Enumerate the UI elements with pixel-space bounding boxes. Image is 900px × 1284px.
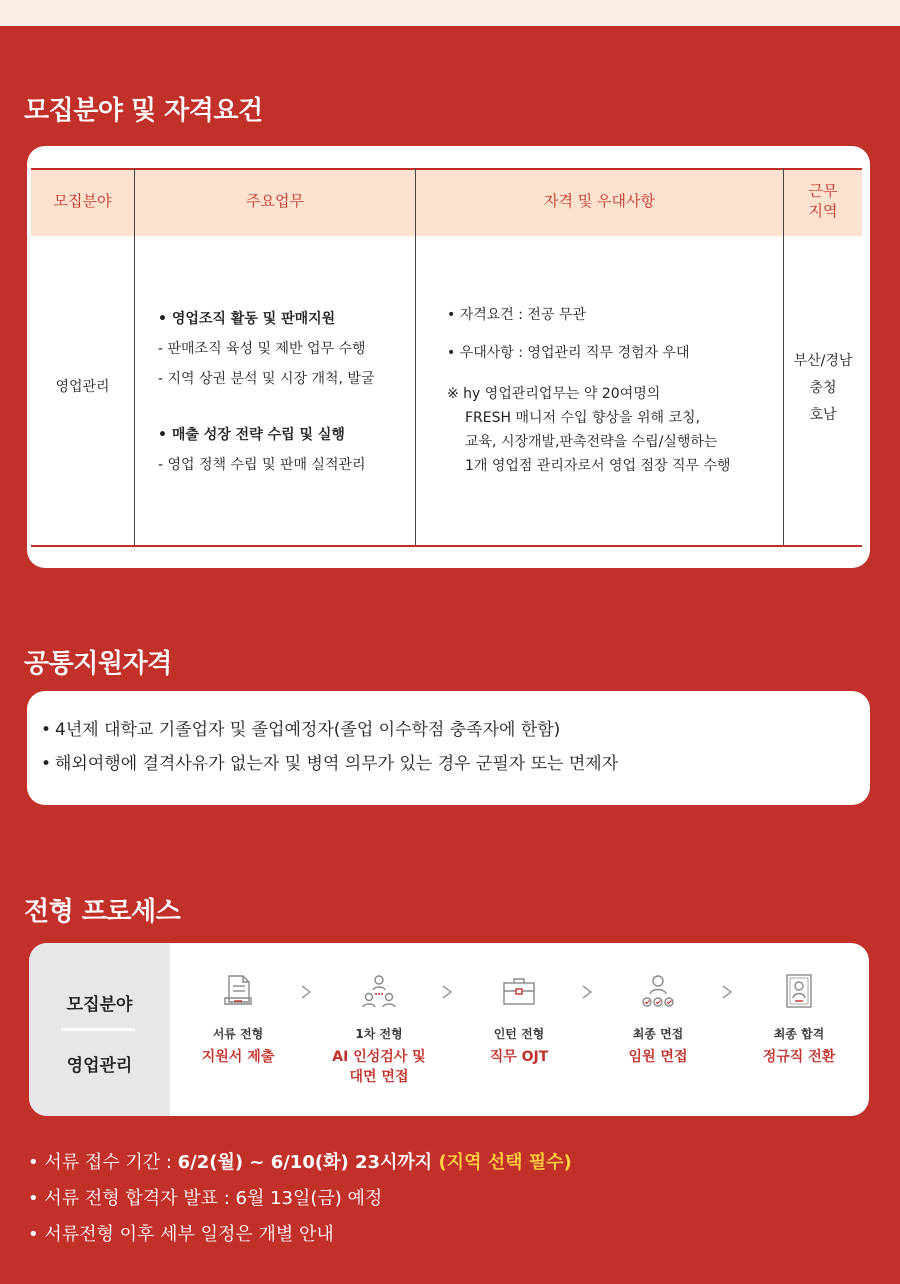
chevron-right-icon	[721, 985, 733, 999]
qualification-preferred: • 우대사항 : 영업관리 직무 경험자 우대	[447, 345, 690, 361]
process-field-panel	[29, 943, 170, 1116]
duty-item: - 지역 상권 분석 및 시장 개척, 발굴	[158, 371, 375, 387]
table-bottom-line	[31, 545, 862, 547]
region-list	[784, 348, 862, 429]
field-value: 영업관리	[55, 379, 110, 395]
qualification-requirement: • 자격요건 : 전공 무관	[447, 307, 586, 323]
step-desc: 정규직 전환	[762, 1049, 836, 1065]
bullet: •	[28, 1152, 45, 1173]
step-title: 서류 전형	[212, 1027, 264, 1041]
bullet: •	[28, 1188, 45, 1209]
header-duties: 주요업무	[246, 192, 304, 210]
common-item: • 해외여행에 결격사유가 없는자 및 병역 의무가 있는 경우 군필자 또는 면제자	[27, 747, 870, 781]
interview-icon	[640, 973, 676, 1009]
note-date: 6/2(월) ~ 6/10(화) 23시까지	[177, 1152, 439, 1173]
process-field-label: 모집분야	[66, 995, 133, 1015]
document-icon	[220, 973, 256, 1009]
region-item: 충청	[809, 380, 837, 396]
note-text: 서류전형 이후 세부 일정은 개별 안내	[44, 1224, 334, 1245]
column-divider	[134, 168, 135, 546]
group-icon	[361, 973, 397, 1009]
chevron-right-icon	[300, 985, 312, 999]
common-section-title: 공통지원자격	[24, 649, 172, 679]
column-divider	[415, 168, 416, 546]
note-line: 1개 영업점 관리자로서 영업 점장 직무 수행	[465, 458, 731, 474]
note-highlight: (지역 선택 필수)	[438, 1152, 572, 1173]
chevron-right-icon	[441, 985, 453, 999]
qualifications	[447, 304, 777, 478]
step-desc: 지원서 제출	[201, 1049, 275, 1065]
region-item: 호남	[809, 407, 837, 423]
step-title: 최종 면접	[632, 1027, 684, 1041]
process-field-value: 영업관리	[66, 1056, 133, 1076]
header-field: 모집분야	[53, 192, 112, 210]
note-announcement	[28, 1187, 382, 1211]
common-card	[27, 691, 870, 805]
id-card-icon	[781, 973, 817, 1009]
recruit-section-title: 모집분야 및 자격요건	[24, 96, 263, 126]
header-region: 근무 지역	[808, 182, 838, 220]
note-line: FRESH 매니저 수입 향상을 위해 코칭,	[465, 410, 701, 426]
recruit-card	[27, 146, 870, 568]
common-item: • 4년제 대학교 기졸업자 및 졸업예정자(졸업 이수학점 충족자에 한함)	[27, 713, 870, 747]
qualification-note	[447, 382, 777, 478]
header-qualifications: 자격 및 우대사항	[544, 192, 655, 210]
top-band	[0, 0, 900, 26]
note-line: ※ hy 영업관리업무는 약 20여명의	[447, 386, 661, 402]
duty-heading: • 영업조직 활동 및 판매지원	[158, 311, 336, 327]
briefcase-icon	[501, 973, 537, 1009]
step-desc: 직무 OJT	[489, 1049, 549, 1065]
note-label: 서류 접수 기간 :	[44, 1152, 178, 1173]
note-line: 교육, 시장개발,판촉전략을 수립/실행하는	[465, 434, 718, 450]
region-item: 부산/경남	[793, 353, 853, 369]
duty-item: - 판매조직 육성 및 제반 업무 수행	[158, 341, 366, 357]
step-title: 최종 합격	[773, 1027, 825, 1041]
step-title: 1차 전형	[355, 1027, 403, 1041]
step-title: 인턴 전형	[493, 1027, 545, 1041]
note-text: 서류 전형 합격자 발표 : 6월 13일(금) 예정	[44, 1188, 383, 1209]
process-section-title: 전형 프로세스	[24, 897, 181, 927]
note-schedule	[28, 1223, 334, 1247]
bullet: •	[28, 1224, 45, 1245]
step-desc: AI 인성검사 및 대면 면접	[332, 1049, 426, 1085]
duties-list	[158, 308, 408, 476]
process-card	[29, 943, 869, 1116]
divider	[61, 1028, 135, 1031]
duty-heading: • 매출 성장 전략 수립 및 실행	[158, 427, 345, 443]
chevron-right-icon	[581, 985, 593, 999]
step-desc: 임원 면접	[628, 1049, 688, 1065]
duty-item: - 영업 정책 수립 및 판매 실적관리	[158, 457, 366, 473]
note-application-period	[28, 1151, 572, 1175]
